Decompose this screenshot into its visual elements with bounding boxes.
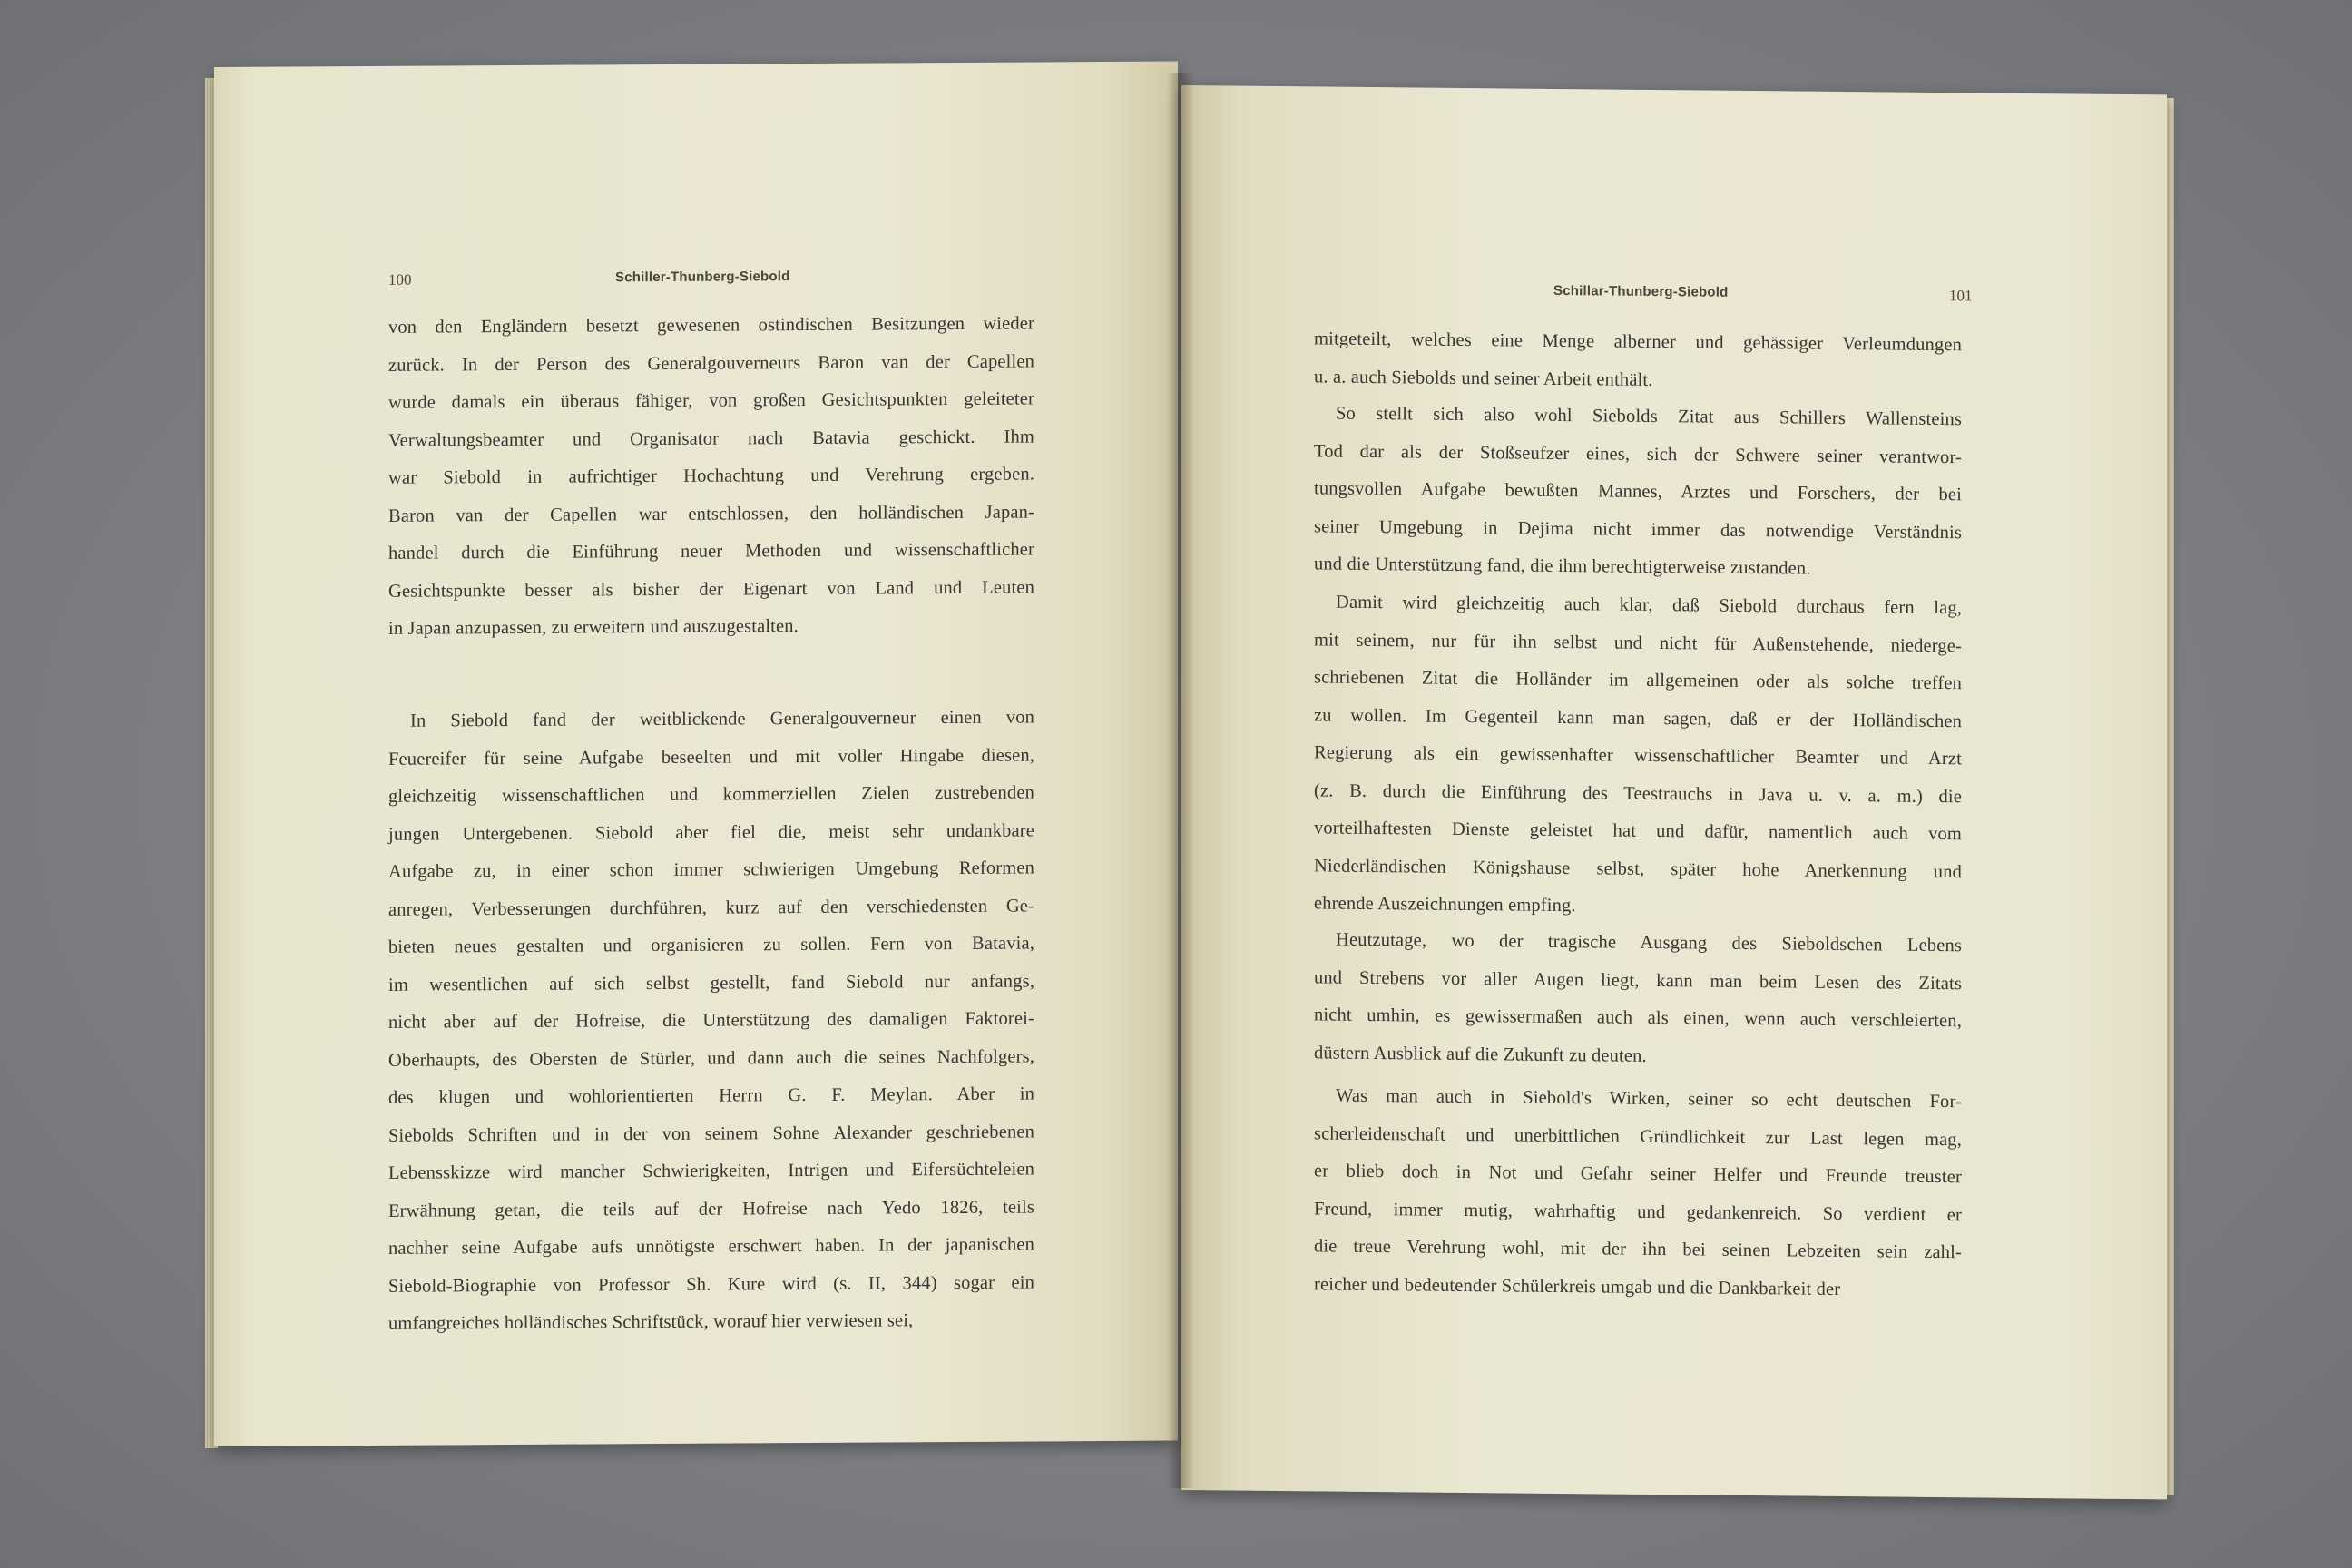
text-line: wurde damals ein überaus fähiger, von großen Gesichtspunkten geleiteter	[388, 388, 1034, 413]
text-line: nachher seine Aufgabe aufs unnötigste erschwert haben. In der japanischen	[388, 1234, 1034, 1259]
text-line: nicht umhin, es gewissermaßen auch als einen, wenn auch verschleierten,	[1314, 1004, 1962, 1032]
text-line: düstern Ausblick auf die Zukunft zu deuten.	[1314, 1042, 1647, 1066]
text-line: reicher und bedeutender Schülerkreis umgab und die Dankbarkeit der	[1314, 1273, 1841, 1299]
text-line: handel durch die Einführung neuer Methoden und wissenschaftlicher	[388, 539, 1034, 564]
text-line: Damit wird gleichzeitig auch klar, daß Siebold durchaus fern lag,	[1336, 592, 1962, 619]
text-line: ehrende Auszeichnungen empfing.	[1314, 893, 1576, 916]
text-line: Heutzutage, wo der tragische Ausgang des Sieboldschen Lebens	[1336, 929, 1962, 956]
text-line: Erwähnung getan, die teils auf der Hofreise nach Yedo 1826, teils	[388, 1196, 1034, 1221]
text-line: in Japan anzupassen, zu erweitern und auszugestalten.	[388, 616, 799, 639]
text-line: In Siebold fand der weitblickende Generalgouverneur einen von	[410, 707, 1034, 731]
text-line: bieten neues gestalten und organisieren zu sollen. Fern von Batavia,	[388, 933, 1034, 957]
page-number: 101	[1949, 287, 1973, 305]
text-line: vorteilhaftesten Dienste geleistet hat und dafür, namentlich auch vom	[1314, 818, 1962, 845]
text-line: anregen, Verbesserungen durchführen, kurz auf den verschiedensten Ge-	[388, 895, 1034, 920]
text-line: und Strebens vor aller Augen liegt, kann man beim Lesen des Zitats	[1314, 966, 1962, 994]
text-line: Was man auch in Siebold's Wirken, seiner so echt deutschen For-	[1336, 1085, 1962, 1112]
text-line: Aufgabe zu, in einer schon immer schwierigen Umgebung Reformen	[388, 858, 1034, 882]
text-line: Niederländischen Königshause selbst, später hohe Anerkennung und	[1314, 855, 1962, 882]
left-page	[214, 62, 1178, 1446]
text-line: nicht aber auf der Hofreise, die Unterstützung des damaligen Faktorei-	[388, 1008, 1034, 1033]
text-line: Feuereifer für seine Aufgabe beseelten und mit voller Hingabe diesen,	[388, 744, 1034, 769]
text-line: jungen Untergebenen. Siebold aber fiel die, meist sehr undankbare	[388, 819, 1034, 845]
text-line: u. a. auch Siebolds und seiner Arbeit enthält.	[1314, 366, 1653, 390]
text-line: Tod dar als der Stoßseufzer eines, sich der Schwere seiner verantwor-	[1314, 440, 1962, 467]
paragraph	[388, 305, 1034, 648]
right-page	[1181, 85, 2167, 1499]
text-line: im wesentlichen auf sich selbst gestellt, fand Siebold nur anfangs,	[388, 970, 1034, 995]
text-line: Regierung als ein gewissenhafter wissenschaftlicher Beamter und Arzt	[1314, 742, 1962, 769]
paragraph	[1314, 395, 1962, 589]
book-spine-shadow	[1167, 73, 1194, 1488]
text-line: umfangreiches holländisches Schriftstück, worauf hier verwiesen sei,	[388, 1310, 914, 1334]
paragraph	[1314, 1077, 1962, 1309]
text-line: die treue Verehrung wohl, mit der ihn bei seinen Lebzeiten sein zahl-	[1314, 1236, 1962, 1263]
paragraph	[1314, 320, 1962, 402]
text-line: seiner Umgebung in Dejima nicht immer das notwendige Verständnis	[1314, 515, 1962, 543]
paragraph	[1314, 921, 1962, 1078]
text-line: Siebold-Biographie von Professor Sh. Kure wird (s. II, 344) sogar ein	[388, 1271, 1034, 1297]
text-line: Lebensskizze wird mancher Schwierigkeiten, Intrigen und Eifersüchteleien	[388, 1159, 1034, 1183]
running-head: Schillar-Thunberg-Siebold	[1553, 282, 1729, 300]
text-line: Siebolds Schriften und in der von seinem Sohne Alexander geschriebenen	[388, 1121, 1034, 1146]
running-head: Schiller-Thunberg-Siebold	[615, 269, 790, 286]
text-line: scherleidenschaft und unerbittlichen Gründlichkeit zur Last legen mag,	[1314, 1122, 1962, 1150]
text-line: Freund, immer mutig, wahrhaftig und gedankenreich. So verdient er	[1314, 1198, 1962, 1225]
text-line: So stellt sich also wohl Siebolds Zitat aus Schillers Wallensteins	[1336, 403, 1962, 430]
paragraph	[388, 699, 1034, 1343]
text-line: mit seinem, nur für ihn selbst und nicht für Außenstehende, niederge-	[1314, 629, 1962, 656]
text-line: von den Engländern besetzt gewesenen ostindischen Besitzungen wieder	[388, 313, 1034, 338]
text-line: Gesichtspunkte besser als bisher der Eigenart von Land und Leuten	[388, 576, 1034, 602]
text-line: Baron van der Capellen war entschlossen, den holländischen Japan-	[388, 501, 1034, 526]
text-line: tungsvollen Aufgabe bewußten Mannes, Arztes und Forschers, der bei	[1314, 478, 1962, 505]
text-line: er blieb doch in Not und Gefahr seiner Helfer und Freunde treuster	[1314, 1161, 1962, 1188]
text-line: war Siebold in aufrichtiger Hochachtung und Verehrung ergeben.	[388, 464, 1034, 488]
text-line: mitgeteilt, welches eine Menge alberner und gehässiger Verleumdungen	[1314, 328, 1962, 356]
text-line: (z. B. durch die Einführung des Teestrauchs in Java u. v. a. m.) die	[1314, 779, 1962, 807]
text-line: zurück. In der Person des Generalgouverneurs Baron van der Capellen	[388, 350, 1034, 376]
text-line: Verwaltungsbeamter und Organisator nach Batavia geschickt. Ihm	[388, 426, 1034, 451]
paragraph	[1314, 583, 1962, 928]
text-line: des klugen und wohlorientierten Herrn G. F. Meylan. Aber in	[388, 1083, 1034, 1108]
text-line: und die Unterstützung fand, die ihm berechtigterweise zustanden.	[1314, 554, 1811, 579]
text-line: gleichzeitig wissenschaftlichen und kommerziellen Zielen zustrebenden	[388, 782, 1034, 807]
page-number: 100	[388, 270, 412, 289]
text-line: zu wollen. Im Gegenteil kann man sagen, daß er der Holländischen	[1314, 704, 1962, 731]
text-line: schriebenen Zitat die Holländer im allgemeinen oder als solche treffen	[1314, 667, 1962, 694]
text-line: Oberhaupts, des Obersten de Stürler, und dann auch die seines Nachfolgers,	[388, 1045, 1034, 1071]
